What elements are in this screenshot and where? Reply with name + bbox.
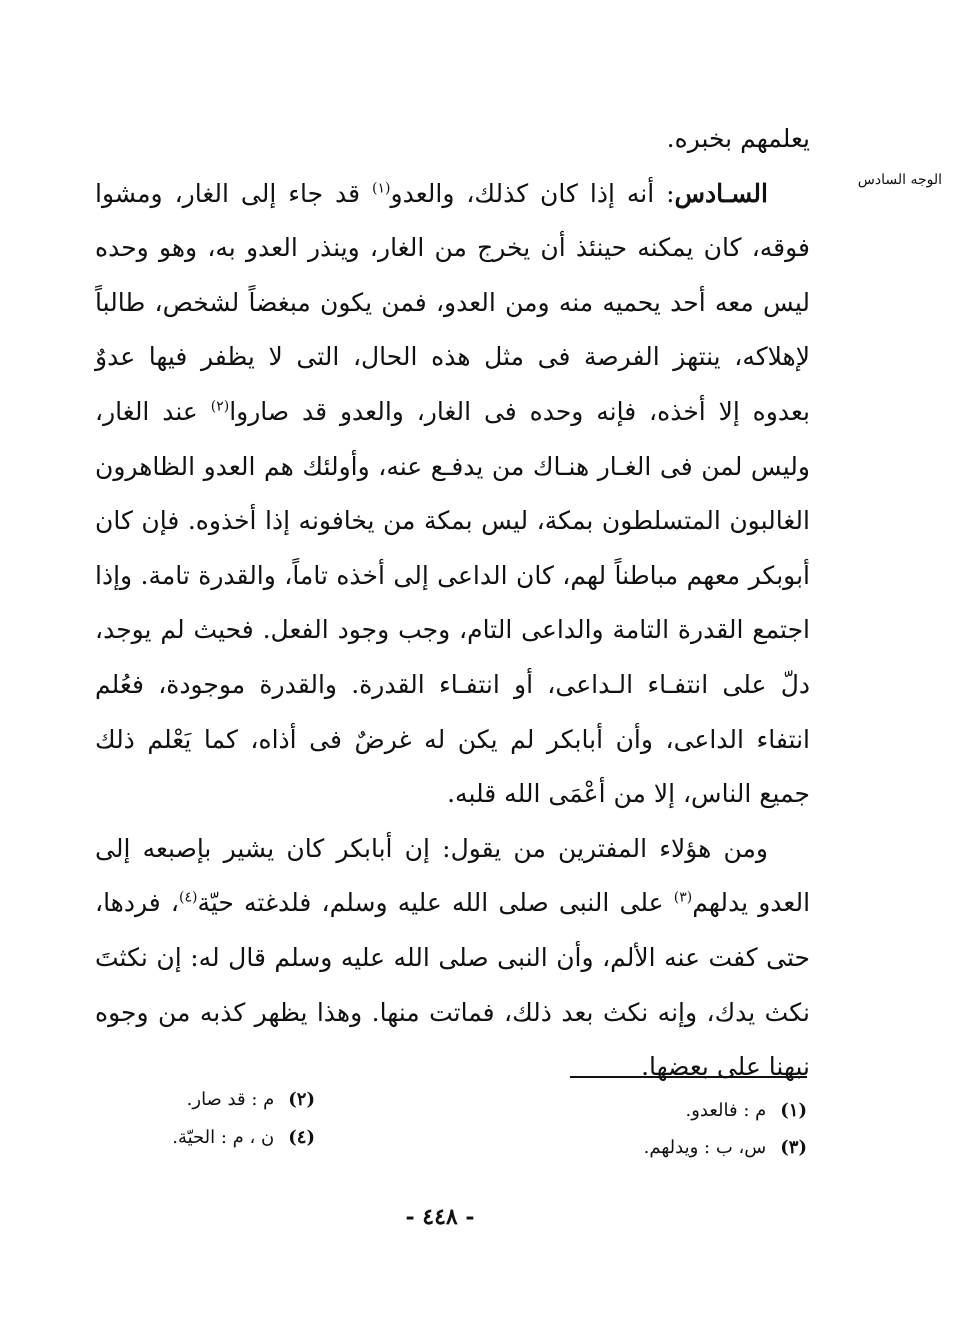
paragraph-text: قد جاء إلى الغار، ومشوا فوقه، كان يمكنه حينئذ أن يخرج من الغار، وينذر العدو به، وهو وحده ليس معه أحد يحميه منه ومن العدو، فمن يكون مبغضاً لشخص، طالباً لإهلاكه، ينتهز الفرصة فى مثل هذه الحال، التى لا يظفر فيها عدوٌ بعدوه إلا أخذه، فإنه وحده فى الغار، والعدو قد صاروا bbox=[95, 178, 810, 426]
footnote-text: س، ب : ويدلهم. bbox=[643, 1137, 767, 1158]
opening-line: يعلمهم بخبره. bbox=[666, 124, 810, 153]
footnote-2 bbox=[187, 1089, 315, 1110]
footnote-marker-4[interactable]: (٤) bbox=[178, 889, 198, 906]
paragraph-text: : أنه إذا كان كذلك، والعدو bbox=[390, 178, 675, 208]
paragraph-text: عند الغار، وليس لمن فى الغـار هنـاك من يدفـع عنه، وأولئك هم العدو الظاهرون الغالبون المتسلطون بمكة، ليس بمكة من يخافونه إذا أخذوه. فإن كان أبوبكر معهم مباطناً لهم، كان الداعى إلى أخذه تاماً، والقدرة تامة. وإذا اجتمع القدرة التامة والداعى التام، وجب وجود الفعل. فحيث لم يوجد، دلّ على انتفـاء الـداعى، أو انتفـاء القدرة. والقدرة موجودة، فعُلم انتفاء الداعى، وأن أبابكر لم يكن له غرضٌ فى أذاه، كما يَعْلم ذلك جميع الناس، إلا من أعْمَى الله قلبه. bbox=[95, 396, 810, 809]
footnote-number: (٣) bbox=[780, 1137, 807, 1158]
footnote-marker-1[interactable]: (١) bbox=[372, 180, 391, 197]
footnote-marker-3[interactable]: (٣) bbox=[673, 889, 693, 906]
footnote-1 bbox=[685, 1100, 807, 1121]
page-number: - ٤٤٨ - bbox=[405, 1204, 475, 1230]
footnote-text: م : قد صار. bbox=[186, 1089, 275, 1110]
footnote-3 bbox=[644, 1137, 807, 1158]
paragraph-text: ومن هؤلاء المفترين من يقول: إن أبابكر كان يشير بإصبعه إلى العدو يدلهم bbox=[95, 833, 811, 918]
footnote-marker-2[interactable]: (٢) bbox=[210, 398, 230, 415]
paragraph-slanderers bbox=[95, 822, 810, 1095]
footnote-number: (٤) bbox=[288, 1127, 315, 1148]
body-text bbox=[95, 112, 810, 1095]
section-lead-word: السـادس bbox=[674, 178, 768, 208]
margin-note: الوجه السادس bbox=[857, 172, 942, 188]
paragraph-text: على النبى صلى الله عليه وسلم، فلدغته حيّة bbox=[197, 888, 674, 918]
paragraph-sixth-aspect bbox=[95, 167, 810, 822]
footnote-text: ن ، م : الحيّة. bbox=[172, 1127, 275, 1148]
paragraph-text: ، فردها، حتى كفت عنه الألم، وأن النبى صلى الله عليه وسلم قال له: إن نكثتَ نكث يدك، وإنه نكث بعد ذلك، فماتت منها. وهذا يظهر كذبه من وجوه نبهنا على بعضها. bbox=[95, 888, 810, 1082]
footnote-number: (١) bbox=[780, 1100, 807, 1121]
footnote-text: م : فالعدو. bbox=[685, 1100, 767, 1121]
footnote-number: (٢) bbox=[288, 1089, 315, 1110]
footnote-4 bbox=[172, 1127, 315, 1148]
footnote-divider bbox=[570, 1076, 807, 1078]
